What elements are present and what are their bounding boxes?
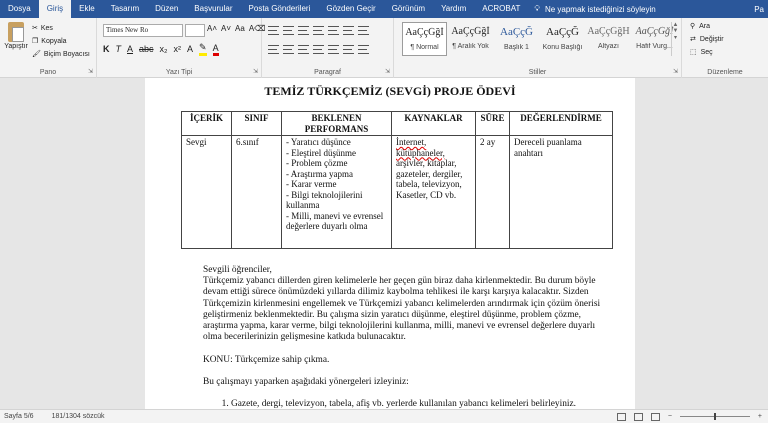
sort-icon[interactable] <box>343 26 354 35</box>
intro-paragraph: Türkçemiz yabancı dillerden giren kelimelerle her geçen gün biraz daha kirlenmektedir. Bu durum böyle devam ettiği sürece önümüzdeki yıllarda dilimiz kaybolma tehlikesi ile karşı karşıya kalacaktır. Sizden Türkçemizin kirlenmesini engellemek ve Türkçemizi yabancı kelimelerden arındırmak için çözüm önerisi geliştirmeniz beklenmektedir. Bu çalışma sizin yaratıcı düşünme, eleştirel düşünme, problem çözme, araştırma yapma, karar verme, bilgi teknolojilerini kullanma, milli, manevi ve evrensel değerlere duyarlı olma becerilerinizin gelişmesine katkıda bulunacaktır. <box>203 276 601 343</box>
group-label-font: Yazı Tipi <box>165 69 193 76</box>
superscript-icon[interactable]: x² <box>173 44 182 54</box>
select-label: Seç <box>700 48 713 56</box>
zoom-slider[interactable] <box>680 416 750 417</box>
performance-item: - Bilgi teknolojilerini kullanma <box>286 189 363 210</box>
page-indicator[interactable]: Sayfa 5/6 <box>4 413 34 420</box>
tab-gozden-gecir[interactable]: Gözden Geçir <box>326 4 376 13</box>
style-normal[interactable] <box>402 22 447 56</box>
user-initials[interactable]: Pa <box>754 4 764 14</box>
document-title: TEMİZ TÜRKÇEMİZ (SEVGİ) PROJE ÖDEVİ <box>264 84 516 98</box>
paste-label: Yapıştır <box>4 43 28 50</box>
web-layout-icon[interactable] <box>651 413 660 421</box>
table-header: SÜRE <box>476 112 510 136</box>
styles-gallery-scroll[interactable]: ▲ ▼ ▾ <box>671 22 679 56</box>
tab-basvurular[interactable]: Başvurular <box>194 4 233 13</box>
cut-button[interactable] <box>32 22 90 35</box>
style-preview: AaÇçĞğİ <box>635 26 674 37</box>
styles-launcher-icon[interactable]: ⇲ <box>672 69 678 75</box>
tab-giris[interactable]: Giriş <box>39 0 71 18</box>
style-no-spacing[interactable] <box>448 22 493 56</box>
performance-item: - Yaratıcı düşünce <box>286 137 351 147</box>
table-cell: Dereceli puanlama anahtarı <box>510 136 613 249</box>
format-painter-label: Biçim Boyacısı <box>43 51 90 58</box>
project-table <box>181 111 613 249</box>
shading-icon[interactable] <box>343 45 354 54</box>
style-preview: AaÇçĞ <box>500 26 533 38</box>
table-cell: 6.sınıf <box>232 136 282 249</box>
performance-item: - Karar verme <box>286 179 337 189</box>
ribbon <box>0 18 768 78</box>
bullets-icon[interactable] <box>268 26 279 35</box>
align-right-icon[interactable] <box>298 45 309 54</box>
style-preview: AaÇçĞğİ <box>451 26 490 37</box>
style-title[interactable] <box>540 22 585 56</box>
print-layout-icon[interactable] <box>634 413 643 421</box>
style-subtitle[interactable] <box>586 22 631 56</box>
tell-me-text: Ne yapmak istediğinizi söyleyin <box>544 4 656 14</box>
style-preview: AaÇçĞğH <box>587 26 630 37</box>
performance-item: - Milli, manevi ve evrensel değerlere duyarlı olma <box>286 210 384 231</box>
multilevel-list-icon[interactable] <box>298 26 309 35</box>
tab-dosya[interactable]: Dosya <box>8 4 31 13</box>
read-mode-icon[interactable] <box>617 413 626 421</box>
numbering-icon[interactable] <box>283 26 294 35</box>
group-pano <box>0 18 97 78</box>
table-row <box>182 136 613 249</box>
clear-formatting-icon[interactable]: A⌫ <box>248 24 266 33</box>
group-label-styles: Stiller <box>528 69 547 76</box>
table-cell: Sevgi <box>182 136 232 249</box>
spellcheck-underlined-text: İnternet, kütüphaneler, <box>396 137 445 158</box>
performance-item: - Eleştirel düşünme <box>286 147 356 158</box>
table-cell: 2 ay <box>476 136 510 249</box>
subscript-icon[interactable]: x₂ <box>159 44 168 54</box>
performance-item: - Problem çözme <box>286 158 348 168</box>
tab-acrobat[interactable]: ACROBAT <box>482 4 521 13</box>
table-header: KAYNAKLAR <box>392 112 476 136</box>
format-painter-button[interactable] <box>32 48 90 61</box>
copy-icon: ❐ <box>32 38 39 45</box>
replace-label: Değiştir <box>699 35 724 43</box>
group-label-paragraph: Paragraf <box>314 69 341 76</box>
group-editing <box>682 18 768 78</box>
pano-launcher-icon[interactable]: ⇲ <box>87 69 93 75</box>
replace-button[interactable] <box>690 35 724 43</box>
select-button[interactable] <box>690 48 713 56</box>
table-cell-performance <box>282 136 392 249</box>
instructions-intro: Bu çalışmayı yaparken aşağıdaki yönergeleri izleyiniz: <box>203 377 409 387</box>
menu-bar <box>0 0 768 18</box>
performance-item: - Araştırma yapma <box>286 168 353 179</box>
group-font <box>97 18 266 78</box>
group-label-pano: Pano <box>39 69 57 76</box>
document-body <box>203 265 603 409</box>
tab-duzen[interactable]: Düzen <box>155 4 179 13</box>
font-size-select[interactable] <box>185 24 205 37</box>
replace-icon: ⇄ <box>690 36 696 43</box>
style-name: ¶ Normal <box>410 44 439 51</box>
tab-ekle[interactable]: Ekle <box>79 4 95 13</box>
style-heading-1[interactable] <box>494 22 539 56</box>
paste-button[interactable] <box>3 22 29 50</box>
shrink-font-icon[interactable]: A˅ <box>221 24 232 33</box>
tab-gorunum[interactable]: Görünüm <box>391 4 426 13</box>
find-label: Ara <box>699 22 711 30</box>
cut-label: Kes <box>40 25 53 32</box>
borders-icon[interactable] <box>358 45 369 54</box>
clipboard-icon <box>8 22 24 42</box>
search-icon: ⚲ <box>690 23 696 30</box>
status-bar <box>0 409 768 423</box>
table-cell-resources <box>392 136 476 249</box>
group-styles <box>394 18 682 78</box>
select-icon: ⬚ <box>690 49 697 56</box>
zoom-in-icon[interactable]: + <box>757 413 762 420</box>
paragraph-launcher-icon[interactable]: ⇲ <box>384 69 390 75</box>
table-header: İÇERİK <box>182 112 232 136</box>
group-paragraph <box>262 18 394 78</box>
resources-text: arşivler, kitaplar, gazeteler, dergiler, tabela, televizyon, Kasetler, CD vb. <box>396 158 463 200</box>
font-name-select[interactable]: Times New Ro <box>103 24 183 37</box>
show-marks-icon[interactable] <box>358 26 369 35</box>
tell-me-box[interactable] <box>534 4 655 14</box>
topic-paragraph: KONU: Türkçemize sahip çıkma. <box>203 354 330 365</box>
list-item: 1. Gazete, dergi, televizyon, tabela, afiş vb. yerlerde kullanılan yabancı kelimeleri belirleyiniz. <box>231 399 603 409</box>
document-page[interactable] <box>145 78 635 409</box>
copy-button[interactable] <box>32 35 90 48</box>
underline-icon[interactable]: A <box>127 44 134 54</box>
line-spacing-icon[interactable] <box>328 45 339 54</box>
font-launcher-icon[interactable]: ⇲ <box>252 69 258 75</box>
find-button[interactable] <box>690 22 710 30</box>
word-count[interactable]: 181/1304 sözcük <box>51 413 105 420</box>
increase-indent-icon[interactable] <box>328 26 339 35</box>
brush-icon: 🖌︎ <box>32 51 41 58</box>
copy-label: Kopyala <box>41 38 67 45</box>
grow-font-icon[interactable]: A˄ <box>207 24 218 33</box>
greeting-paragraph: Sevgili öğrenciler, <box>203 265 272 275</box>
align-center-icon[interactable] <box>283 45 294 54</box>
tab-tasarim[interactable]: Tasarım <box>110 4 140 13</box>
table-header: DEĞERLENDİRME <box>510 112 613 136</box>
bold-icon[interactable]: K <box>103 44 110 54</box>
style-name: ¶ Aralık Yok <box>452 43 489 50</box>
style-name: Altyazı <box>597 43 619 50</box>
table-header: BEKLENEN PERFORMANS <box>282 112 392 136</box>
document-workspace[interactable] <box>0 78 768 409</box>
change-case-icon[interactable]: Aa <box>235 24 245 33</box>
justify-icon[interactable] <box>313 45 324 54</box>
instructions-list <box>203 399 603 409</box>
tab-yardim[interactable]: Yardım <box>441 4 467 13</box>
strikethrough-icon[interactable]: abc <box>139 44 154 54</box>
style-name: Başlık 1 <box>504 44 529 51</box>
style-preview: AaÇçĞ <box>546 26 579 38</box>
group-label-editing: Düzenleme <box>707 69 743 76</box>
zoom-out-icon[interactable]: − <box>667 413 672 420</box>
text-effects-icon[interactable]: A <box>187 44 194 54</box>
highlight-icon[interactable]: ✎ <box>199 42 207 56</box>
font-color-icon[interactable]: A <box>213 43 219 56</box>
italic-icon[interactable]: T <box>115 44 121 54</box>
decrease-indent-icon[interactable] <box>313 26 324 35</box>
style-name: Hafif Vurg... <box>636 43 673 50</box>
style-name: Konu Başlığı <box>542 44 583 51</box>
align-left-icon[interactable] <box>268 45 279 54</box>
lightbulb-icon: 💡︎ <box>534 4 540 13</box>
style-preview: AaÇçĞğİ <box>405 27 444 38</box>
table-header: SINIF <box>232 112 282 136</box>
table-header-row <box>182 112 613 136</box>
tab-posta[interactable]: Posta Gönderileri <box>248 4 311 13</box>
scissors-icon: ✂ <box>32 25 38 32</box>
